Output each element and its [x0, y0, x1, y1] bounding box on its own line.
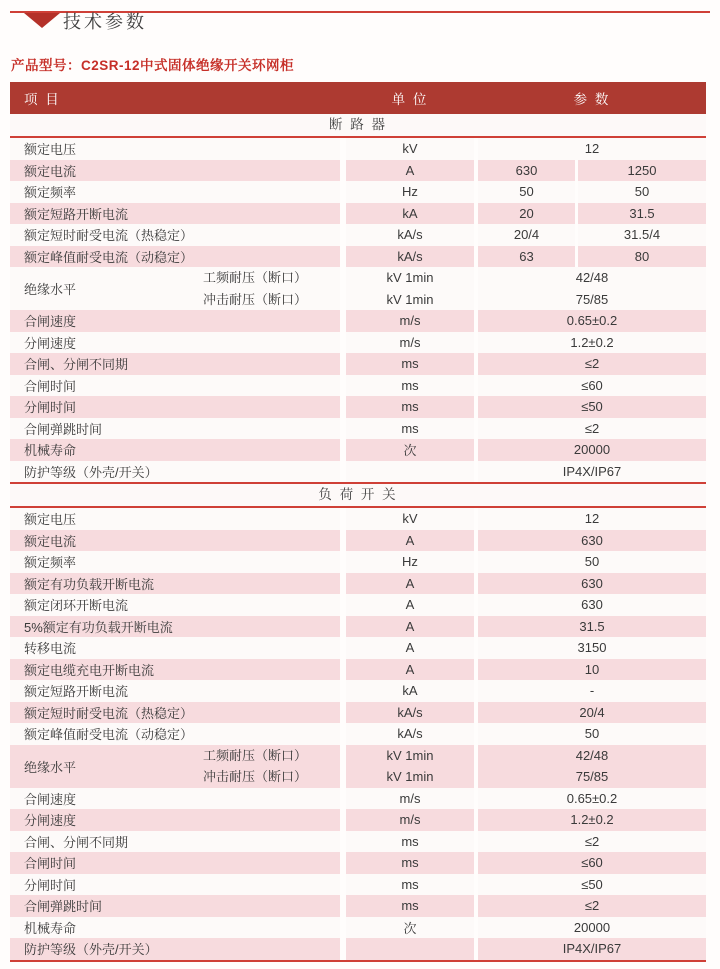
item-label: 转移电流 [24, 641, 77, 657]
item-label: 额定峰值耐受电流（动稳定） [24, 249, 194, 265]
item-cell [10, 138, 340, 160]
unit-cell: A [346, 160, 474, 182]
param-value: 42/48 [575, 747, 609, 763]
unit-cell: 次 [346, 439, 474, 461]
item-cell [10, 332, 340, 354]
param-cell: 20/4 [478, 702, 706, 724]
param-cell: 20000 [478, 917, 706, 939]
param-cell: ≤2 [478, 831, 706, 853]
item-cell [10, 246, 340, 268]
param-cell: 0.65±0.2 [478, 788, 706, 810]
item-label: 额定短时耐受电流（热稳定） [24, 228, 194, 244]
spec-table [10, 82, 706, 962]
sub-item-label: 冲击耐压（断口） [203, 291, 308, 307]
param-cell: ≤2 [478, 895, 706, 917]
item-label: 额定电流 [24, 163, 77, 179]
item-label: 额定电缆充电开断电流 [24, 662, 155, 678]
item-cell [10, 723, 340, 745]
table-row [10, 938, 706, 960]
item-cell [10, 745, 340, 788]
table-row [10, 530, 706, 552]
item-cell [10, 461, 340, 483]
unit-cell: ms [346, 353, 474, 375]
table-row [10, 203, 706, 225]
unit-cell: A [346, 616, 474, 638]
unit-cell: Hz [346, 551, 474, 573]
item-cell [10, 267, 340, 310]
item-label: 额定短路开断电流 [24, 206, 129, 222]
column-header-item: 项 目 [24, 92, 61, 107]
item-label: 额定闭环开断电流 [24, 598, 129, 614]
param-cell: 1250 [578, 160, 706, 182]
table-row [10, 616, 706, 638]
section-title: 断 路 器 [10, 114, 706, 138]
item-label: 合闸速度 [24, 791, 77, 807]
table-row [10, 375, 706, 397]
item-cell [10, 659, 340, 681]
unit-cell: A [346, 530, 474, 552]
bottom-divider [10, 960, 706, 962]
sub-item-label: 工频耐压（断口） [203, 747, 308, 763]
item-label: 额定电流 [24, 533, 77, 549]
item-cell [10, 353, 340, 375]
item-cell [10, 702, 340, 724]
table-row [10, 594, 706, 616]
item-cell [10, 439, 340, 461]
unit-cell: ms [346, 895, 474, 917]
item-label: 分闸时间 [24, 877, 77, 893]
table-row [10, 396, 706, 418]
unit-value: kV 1min [386, 291, 434, 307]
item-label: 额定峰值耐受电流（动稳定） [24, 727, 194, 743]
item-cell [10, 874, 340, 896]
item-cell [10, 508, 340, 530]
unit-cell: kA/s [346, 702, 474, 724]
item-label: 合闸弹跳时间 [24, 899, 103, 915]
item-label: 额定电压 [24, 142, 77, 158]
table-row [10, 224, 706, 246]
item-cell [10, 938, 340, 960]
table-row [10, 353, 706, 375]
param-cell: 630 [478, 573, 706, 595]
item-cell [10, 203, 340, 225]
item-cell [10, 181, 340, 203]
item-cell [10, 852, 340, 874]
param-cell: 12 [478, 508, 706, 530]
table-row [10, 895, 706, 917]
item-label: 合闸时间 [24, 856, 77, 872]
item-cell [10, 831, 340, 853]
param-cell: ≤60 [478, 852, 706, 874]
item-label: 机械寿命 [24, 443, 77, 459]
param-cell: 0.65±0.2 [478, 310, 706, 332]
table-row [10, 181, 706, 203]
param-cell: 20000 [478, 439, 706, 461]
param-cell [478, 267, 706, 310]
unit-cell: m/s [346, 809, 474, 831]
unit-cell [346, 267, 474, 310]
item-cell [10, 396, 340, 418]
unit-cell: A [346, 573, 474, 595]
page-title: 技术参数 [63, 12, 147, 32]
table-row [10, 160, 706, 182]
unit-cell: m/s [346, 332, 474, 354]
unit-cell: A [346, 594, 474, 616]
unit-cell: ms [346, 396, 474, 418]
item-cell [10, 375, 340, 397]
item-label: 5%额定有功负载开断电流 [24, 619, 173, 635]
table-row [10, 332, 706, 354]
table-row [10, 788, 706, 810]
item-label: 额定有功负载开断电流 [24, 576, 155, 592]
param-value: 42/48 [575, 270, 609, 285]
unit-cell: 次 [346, 917, 474, 939]
param-cell: 20/4 [478, 224, 575, 246]
item-label: 额定频率 [24, 555, 77, 571]
param-cell: 50 [478, 551, 706, 573]
param-value: 75/85 [575, 769, 609, 784]
item-cell [10, 310, 340, 332]
param-cell: 630 [478, 160, 575, 182]
product-model-label: 产品型号：C2SR-12中式固体绝缘开关环网柜 [11, 58, 295, 73]
param-cell: 63 [478, 246, 575, 268]
table-row [10, 267, 706, 310]
unit-cell: kV [346, 138, 474, 160]
item-label: 绝缘水平 [24, 759, 77, 775]
table-row [10, 637, 706, 659]
param-cell: 50 [478, 723, 706, 745]
param-cell: 1.2±0.2 [478, 332, 706, 354]
item-label: 额定频率 [24, 185, 77, 201]
table-row [10, 508, 706, 530]
unit-value: kV 1min [386, 769, 434, 784]
table-row [10, 551, 706, 573]
item-cell [10, 788, 340, 810]
param-cell: ≤50 [478, 396, 706, 418]
table-row [10, 461, 706, 483]
param-cell: IP4X/IP67 [478, 461, 706, 483]
table-body [10, 114, 706, 960]
table-row [10, 138, 706, 160]
item-label: 额定短路开断电流 [24, 684, 129, 700]
sub-item-label: 冲击耐压（断口） [203, 769, 308, 784]
param-cell: - [478, 680, 706, 702]
param-cell: IP4X/IP67 [478, 938, 706, 960]
param-cell [478, 745, 706, 788]
column-header-unit: 单 位 [391, 92, 429, 107]
param-cell: ≤2 [478, 353, 706, 375]
param-cell: 31.5 [478, 616, 706, 638]
unit-cell: m/s [346, 788, 474, 810]
unit-cell: kA/s [346, 224, 474, 246]
unit-cell: ms [346, 831, 474, 853]
unit-value: kV 1min [386, 747, 434, 763]
item-label: 分闸速度 [24, 335, 77, 351]
item-label: 防护等级（外壳/开关） [24, 464, 158, 480]
table-row [10, 723, 706, 745]
unit-cell: m/s [346, 310, 474, 332]
item-cell [10, 917, 340, 939]
table-row [10, 310, 706, 332]
param-cell: ≤50 [478, 874, 706, 896]
param-cell: 31.5/4 [578, 224, 706, 246]
item-cell [10, 895, 340, 917]
item-cell [10, 573, 340, 595]
unit-cell: ms [346, 418, 474, 440]
table-row [10, 439, 706, 461]
table-row [10, 702, 706, 724]
param-cell: 10 [478, 659, 706, 681]
param-cell: 630 [478, 530, 706, 552]
unit-cell: kA [346, 203, 474, 225]
param-cell: 3150 [478, 637, 706, 659]
item-cell [10, 594, 340, 616]
unit-cell [346, 745, 474, 788]
item-label: 绝缘水平 [24, 282, 77, 297]
table-row [10, 246, 706, 268]
item-label: 合闸时间 [24, 378, 77, 394]
item-cell [10, 224, 340, 246]
param-cell: 12 [478, 138, 706, 160]
sub-label-column [203, 267, 307, 310]
item-cell [10, 530, 340, 552]
table-row [10, 831, 706, 853]
item-cell [10, 551, 340, 573]
unit-cell: kV [346, 508, 474, 530]
item-label: 合闸、分闸不同期 [24, 834, 129, 850]
unit-cell: kA/s [346, 723, 474, 745]
param-cell: 80 [578, 246, 706, 268]
item-cell [10, 637, 340, 659]
param-cell: 31.5 [578, 203, 706, 225]
table-row [10, 659, 706, 681]
unit-cell: kA [346, 680, 474, 702]
item-label: 额定短时耐受电流（热稳定） [24, 705, 194, 721]
section-title: 负 荷 开 关 [10, 482, 706, 508]
table-row [10, 809, 706, 831]
param-cell: 50 [578, 181, 706, 203]
sub-label-column [203, 745, 307, 788]
column-header-param: 参 数 [573, 92, 611, 107]
unit-cell [346, 938, 474, 960]
param-cell: 20 [478, 203, 575, 225]
item-label: 防护等级（外壳/开关） [24, 942, 158, 958]
table-row [10, 917, 706, 939]
unit-cell: ms [346, 375, 474, 397]
table-row [10, 852, 706, 874]
unit-value: kV 1min [386, 270, 434, 285]
item-label: 合闸速度 [24, 314, 77, 330]
unit-cell [346, 461, 474, 483]
table-row [10, 745, 706, 788]
item-cell [10, 160, 340, 182]
table-row [10, 874, 706, 896]
table-row [10, 680, 706, 702]
unit-cell: Hz [346, 181, 474, 203]
item-label: 合闸弹跳时间 [24, 421, 103, 437]
unit-cell: A [346, 659, 474, 681]
param-cell: 50 [478, 181, 575, 203]
unit-cell: ms [346, 852, 474, 874]
table-header [10, 82, 706, 114]
item-cell [10, 809, 340, 831]
item-cell [10, 616, 340, 638]
section-marker-triangle-icon [24, 13, 60, 28]
unit-cell: A [346, 637, 474, 659]
unit-cell: ms [346, 874, 474, 896]
item-label: 机械寿命 [24, 920, 77, 936]
table-row [10, 573, 706, 595]
item-label: 合闸、分闸不同期 [24, 357, 129, 373]
param-value: 75/85 [575, 291, 609, 307]
param-cell: ≤60 [478, 375, 706, 397]
item-label: 额定电压 [24, 512, 77, 528]
item-label: 分闸时间 [24, 400, 77, 416]
item-cell [10, 680, 340, 702]
item-cell [10, 418, 340, 440]
param-cell: 1.2±0.2 [478, 809, 706, 831]
sub-item-label: 工频耐压（断口） [203, 270, 308, 285]
param-cell: ≤2 [478, 418, 706, 440]
item-label: 分闸速度 [24, 813, 77, 829]
table-row [10, 418, 706, 440]
param-cell: 630 [478, 594, 706, 616]
unit-cell: kA/s [346, 246, 474, 268]
